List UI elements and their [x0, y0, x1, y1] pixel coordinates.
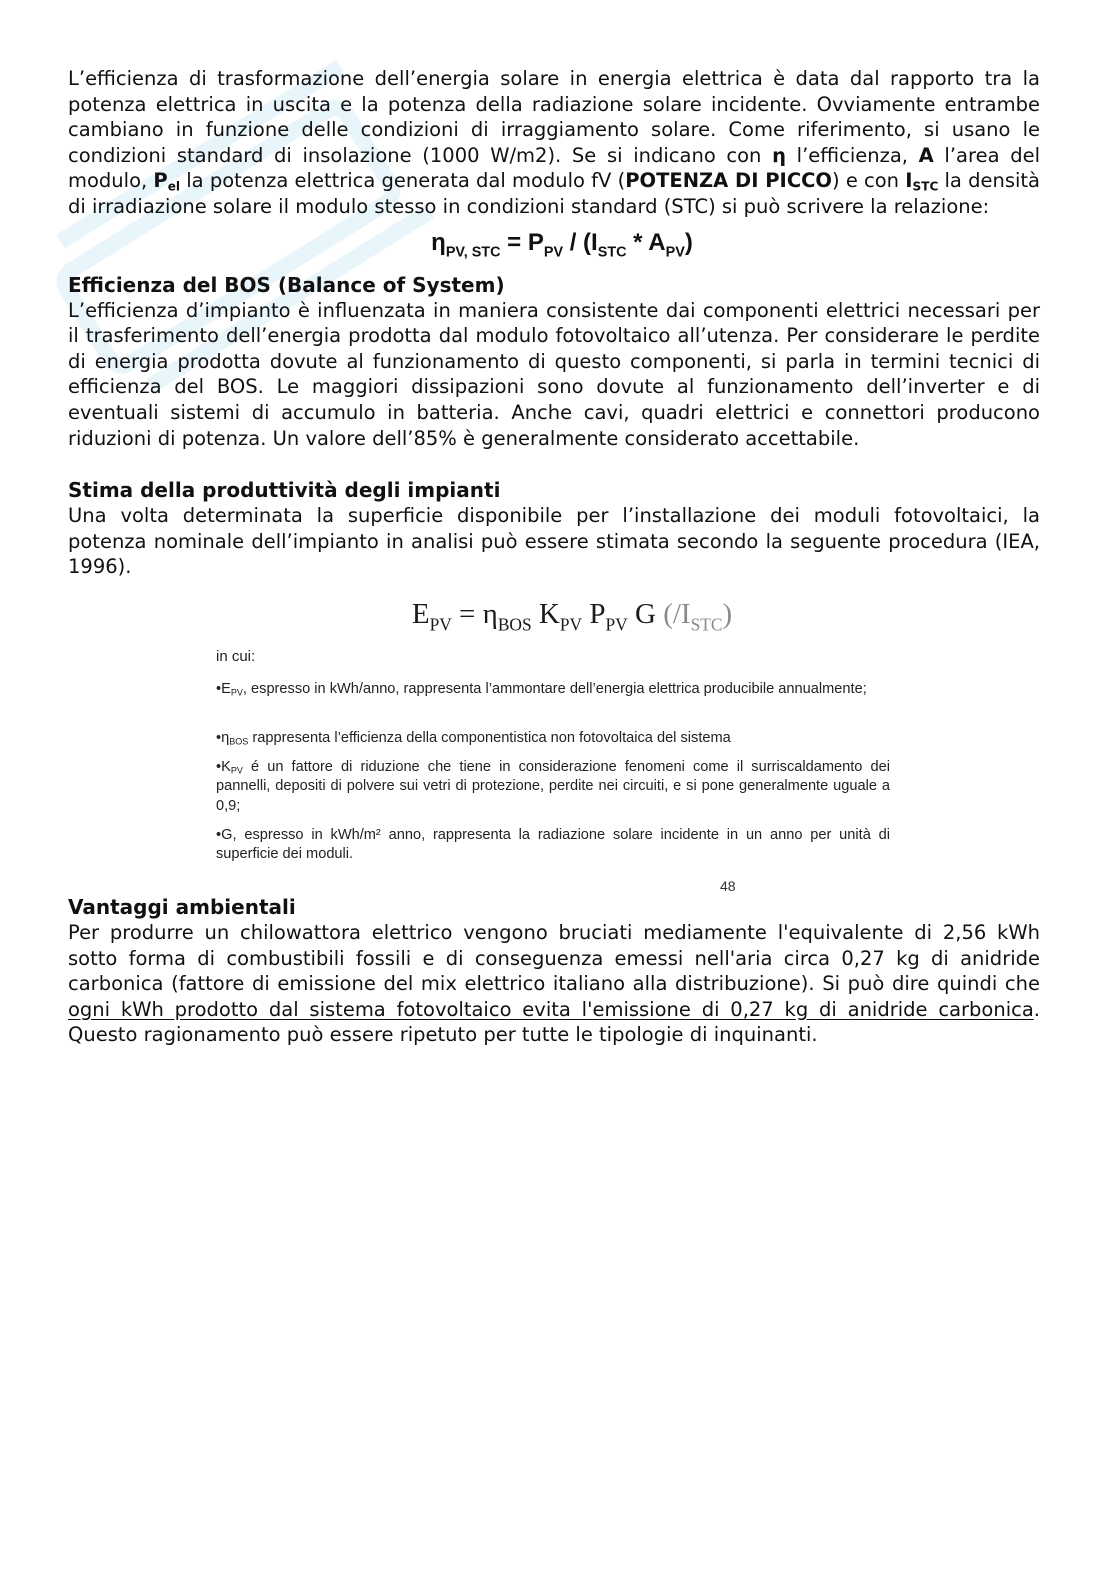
definition-eta-bos: $•\eta_{BOS}$ rappresenta l’efficienza della componentistica non fotovoltaica del sistema [216, 729, 731, 747]
potenza-di-picco: POTENZA DI PICCO [625, 169, 833, 193]
definition-epv: $•E_{PV}$, espresso in kWh/anno, rappresenta l’ammontare dell’energia elettrica producibile annualmente; [216, 680, 867, 698]
bos-heading: Efficienza del BOS (Balance of System) [68, 272, 505, 297]
page-number: 48 [720, 877, 736, 894]
energy-formula-figure [68, 592, 1040, 894]
stima-paragraph: Una volta determinata la superficie disponibile per l’installazione dei moduli fotovoltaici, la potenza nominale dell’impianto in analisi può essere stimata secondo la seguente procedura (IEA, 1996). [68, 504, 1040, 579]
vantaggi-paragraph: Per produrre un chilowattora elettrico vengono bruciati mediamente l'equivalente di 2,56 kWh sotto forma di combustibili fossili e di conseguenza emessi nell'aria circa 0,27 kg di anidride carbonica (fattore di emissione del mix elettrico italiano alla distribuzione). Si può dire quindi che ogni kWh prodotto dal sistema fotovoltaico evita l'emissione di 0,27 kg di anidride carbonica. Questo ragionamento può essere ripetuto per tutte le tipologie di inquinanti. [68, 920, 1040, 1047]
underlined-statement: ogni kWh prodotto dal sistema fotovoltaico evita l'emissione di 0,27 kg di anidride carbonica [68, 997, 1034, 1021]
energy-formula: $E_{PV} = \eta_{BOS}$ $K_{PV}$ $P_{PV}$ G $(/I_{STC})$ [411, 597, 733, 635]
definition-kpv: $•K_{PV}$ é un fattore di riduzione che tiene in considerazione fenomeni come il surriscaldamento dei pannelli, depositi di polvere sui vetri di protezione, perdite nei circuiti, e si pone generalmente uguale a 0,9; [216, 758, 890, 814]
efficiency-formula: $\eta_{PV, STC} = P_{PV} / (I_{STC} * A_{PV})$ [431, 228, 693, 261]
bos-paragraph: L’efficienza d’impianto è influenzata in maniera consistente dai componenti elettrici necessari per il trasferimento dell’energia prodotta dal modulo fotovoltaico all’utenza. Per considerare le perdite di energia prodotta dovute al funzionamento di questo componenti, si parla in termini tecnici di efficienza del BOS. Le maggiori dissipazioni sono dovute al funzionamento dell’inverter e di eventuali sistemi di accumulo in batteria. Anche cavi, quadri elettrici e connettori producono riduzioni di potenza. Un valore dell’85% è generalmente considerato accettabile. [68, 298, 1040, 450]
vantaggi-heading: Vantaggi ambientali [68, 894, 296, 919]
intro-paragraph: L’efficienza di trasformazione dell’energia solare in energia elettrica è data dal rapporto tra la potenza elettrica in uscita e la potenza della radiazione solare incidente. Ovviamente entrambe cambiano in funzione delle condizioni di irraggiamento solare. Come riferimento, si usano le condizioni standard di insolazione (1000 W/m2). Se si indicano con η l’efficienza, A l’area del modulo, $P_{el}$ la potenza elettrica generata dal modulo fV (POTENZA DI PICCO) e con $I_{STC}$ la densità di irradiazione solare il modulo stesso in condizioni standard (STC) si può scrivere la relazione: [68, 67, 1040, 218]
stima-heading: Stima della produttività degli impianti [68, 478, 501, 503]
document-page [68, 66, 1040, 1048]
in-cui-label: in cui: [216, 647, 256, 665]
definition-g: •G, espresso in kWh/m² anno, rappresenta la radiazione solare incidente in un anno per unità di superficie dei moduli. [216, 826, 890, 863]
eta-symbol: η [772, 143, 786, 167]
